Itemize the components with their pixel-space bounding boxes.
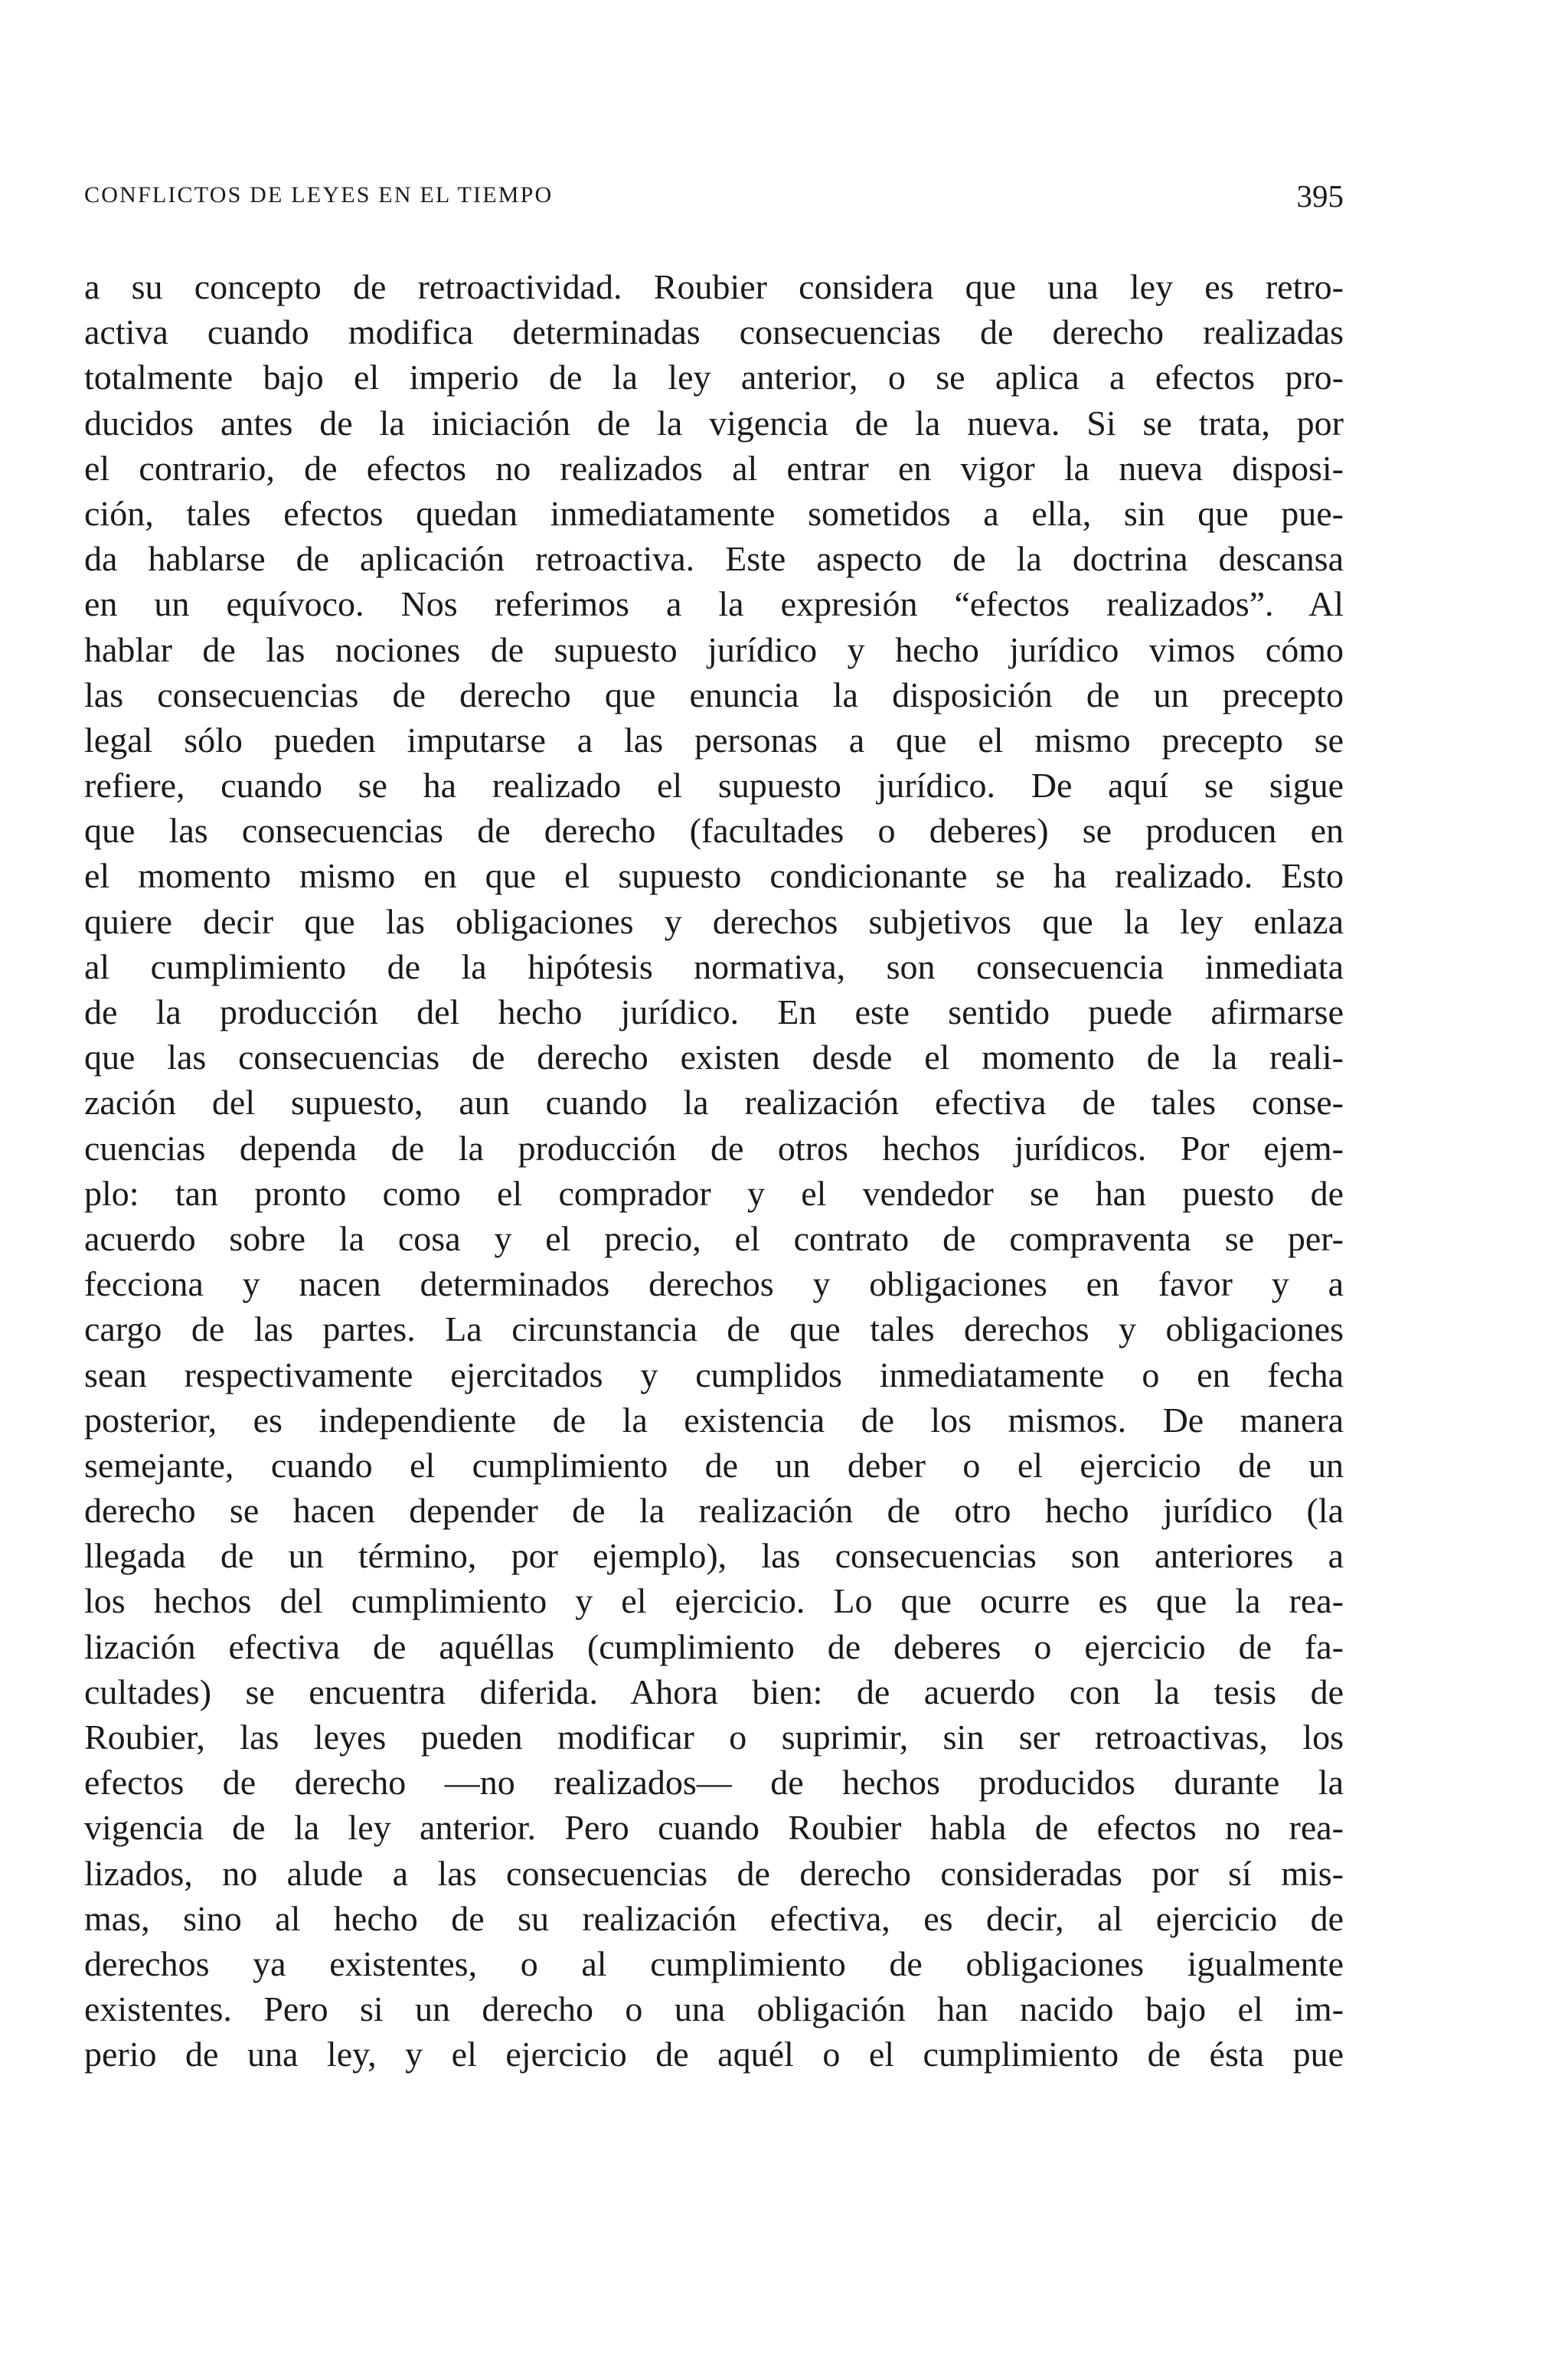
text-line: refiere, cuando se ha realizado el supuesto jurídico. De aquí se sigue: [84, 766, 1344, 806]
text-line: que las consecuencias de derecho (facultades o deberes) se producen en: [84, 811, 1344, 851]
text-line: hablar de las nociones de supuesto jurídico y hecho jurídico vimos cómo: [84, 629, 1344, 669]
text-line: vigencia de la ley anterior. Pero cuando Roubier habla de efectos no rea-: [84, 1808, 1344, 1848]
text-line: el contrario, de efectos no realizados al entrar en vigor la nueva disposi-: [84, 448, 1344, 488]
text-line: totalmente bajo el imperio de la ley anterior, o se aplica a efectos pro-: [84, 358, 1344, 397]
text-line: ción, tales efectos quedan inmediatamente sometidos a ella, sin que pue-: [84, 493, 1344, 533]
text-line: sean respectivamente ejercitados y cumplidos inmediatamente o en fecha: [84, 1355, 1344, 1394]
text-line: a su concepto de retroactividad. Roubier considera que una ley es retro-: [84, 267, 1344, 306]
text-line: que las consecuencias de derecho existen desde el momento de la reali-: [84, 1038, 1344, 1077]
text-line: al cumplimiento de la hipótesis normativa, son consecuencia inmediata: [84, 946, 1344, 986]
text-line: existentes. Pero si un derecho o una obligación han nacido bajo el im-: [84, 1989, 1344, 2029]
text-line: legal sólo pueden imputarse a las personas a que el mismo precepto se: [84, 720, 1344, 760]
text-line: fecciona y nacen determinados derechos y obligaciones en favor y a: [84, 1264, 1344, 1304]
text-line: lización efectiva de aquéllas (cumplimiento de deberes o ejercicio de fa-: [84, 1626, 1344, 1666]
text-line: efectos de derecho —no realizados— de hechos producidos durante la: [84, 1763, 1344, 1803]
text-line: lizados, no alude a las consecuencias de derecho consideradas por sí mis-: [84, 1853, 1344, 1893]
text-line: de la producción del hecho jurídico. En este sentido puede afirmarse: [84, 992, 1344, 1031]
text-line: da hablarse de aplicación retroactiva. Este aspecto de la doctrina descansa: [84, 539, 1344, 579]
text-line: perio de una ley, y el ejercicio de aquél o el cumplimiento de ésta pue: [84, 2035, 1344, 2074]
text-line: ducidos antes de la iniciación de la vigencia de la nueva. Si se trata, por: [84, 403, 1344, 443]
text-line: el momento mismo en que el supuesto condicionante se ha realizado. Esto: [84, 856, 1344, 896]
text-line: cuencias dependa de la producción de otros hechos jurídicos. Por ejem-: [84, 1128, 1344, 1168]
text-line: plo: tan pronto como el comprador y el vendedor se han puesto de: [84, 1173, 1344, 1213]
text-line: derechos ya existentes, o al cumplimiento de obligaciones igualmente: [84, 1943, 1344, 1983]
text-line: posterior, es independiente de la existencia de los mismos. De manera: [84, 1400, 1344, 1440]
text-line: llegada de un término, por ejemplo), las consecuencias son anteriores a: [84, 1536, 1344, 1576]
text-line: las consecuencias de derecho que enuncia la disposición de un precepto: [84, 675, 1344, 714]
text-line: acuerdo sobre la cosa y el precio, el contrato de compraventa se per-: [84, 1218, 1344, 1258]
text-line: derecho se hacen depender de la realización de otro hecho jurídico (la: [84, 1491, 1344, 1531]
text-line: semejante, cuando el cumplimiento de un deber o el ejercicio de un: [84, 1445, 1344, 1485]
page-number: 395: [1296, 178, 1344, 214]
text-line: zación del supuesto, aun cuando la realización efectiva de tales conse-: [84, 1083, 1344, 1123]
text-line: cultades) se encuentra diferida. Ahora bien: de acuerdo con la tesis de: [84, 1672, 1344, 1711]
text-line: mas, sino al hecho de su realización efectiva, es decir, al ejercicio de: [84, 1898, 1344, 1938]
text-line: cargo de las partes. La circunstancia de que tales derechos y obligaciones: [84, 1309, 1344, 1349]
body-paragraph: [84, 264, 1344, 2077]
running-title: CONFLICTOS DE LEYES EN EL TIEMPO: [84, 182, 554, 208]
running-head: [84, 178, 1344, 224]
text-line: los hechos del cumplimiento y el ejercicio. Lo que ocurre es que la rea-: [84, 1581, 1344, 1621]
text-line: quiere decir que las obligaciones y derechos subjetivos que la ley enlaza: [84, 901, 1344, 941]
text-line: Roubier, las leyes pueden modificar o suprimir, sin ser retroactivas, los: [84, 1718, 1344, 1757]
text-line: activa cuando modifica determinadas consecuencias de derecho realizadas: [84, 312, 1344, 352]
text-line: en un equívoco. Nos referimos a la expresión “efectos realizados”. Al: [84, 584, 1344, 624]
